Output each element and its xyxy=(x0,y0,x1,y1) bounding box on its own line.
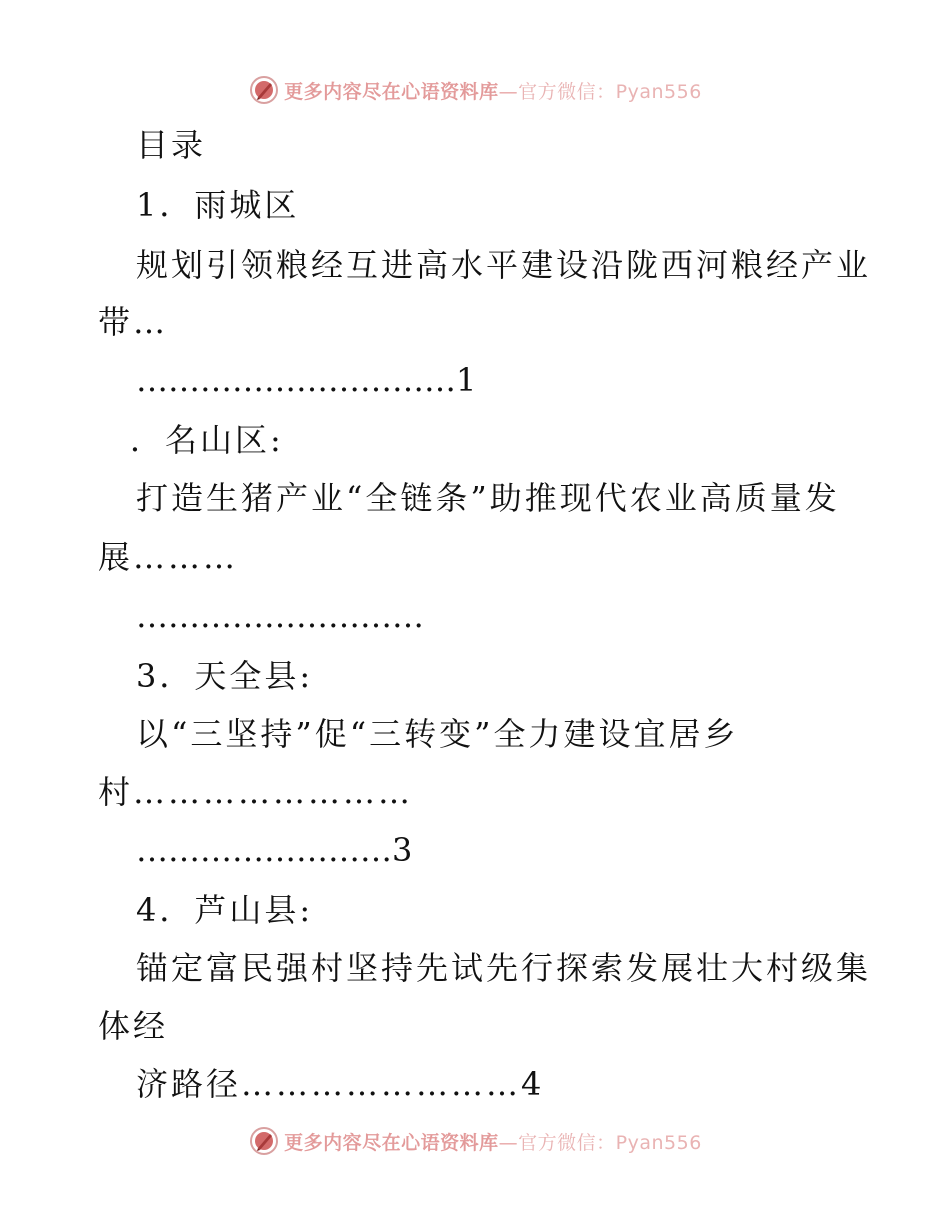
toc-title: 目录 xyxy=(136,126,207,164)
pen-logo-icon xyxy=(248,74,280,106)
watermark-dash: — xyxy=(498,80,519,103)
footer-watermark xyxy=(0,1121,950,1161)
toc-entry-line: 规划引领粮经互进高水平建设沿陇西河粮经产业 xyxy=(136,246,872,284)
toc-leader-line: …………………………1 xyxy=(136,361,477,399)
toc-heading-yucheng: 1．雨城区 xyxy=(136,186,300,224)
toc-entry-line: 济路径……………………4 xyxy=(136,1065,545,1103)
pen-logo-icon xyxy=(248,1125,280,1157)
toc-heading-lushan: 4．芦山县: xyxy=(136,891,314,929)
header-watermark xyxy=(0,70,950,110)
watermark-tail: 官方微信：Pyan556 xyxy=(518,1131,702,1154)
watermark-tail: 官方微信：Pyan556 xyxy=(518,80,702,103)
toc-entry-line: 锚定富民强村坚持先试先行探索发展壮大村级集 xyxy=(136,949,872,987)
toc-leader-line: ……………………3 xyxy=(136,831,413,869)
toc-entry-line: 打造生猪产业“全链条”助推现代农业高质量发 xyxy=(136,479,840,517)
watermark-dash: — xyxy=(498,1131,519,1154)
toc-entry-line: 体经 xyxy=(98,1007,169,1045)
toc-entry-line: 村…………………… xyxy=(98,773,414,811)
toc-heading-mingshan: ．名山区: xyxy=(130,421,284,459)
watermark-lead: 更多内容尽在心语资料库 xyxy=(284,80,499,103)
toc-heading-tianquan: 3．天全县: xyxy=(136,657,314,695)
toc-leader-line: ……………………… xyxy=(136,597,424,635)
toc-entry-line: 以“三坚持”促“三转变”全力建设宜居乡 xyxy=(136,715,739,753)
watermark-lead: 更多内容尽在心语资料库 xyxy=(284,1131,499,1154)
toc-entry-line: 带… xyxy=(98,303,169,341)
toc-entry-line: 展……… xyxy=(98,538,239,576)
